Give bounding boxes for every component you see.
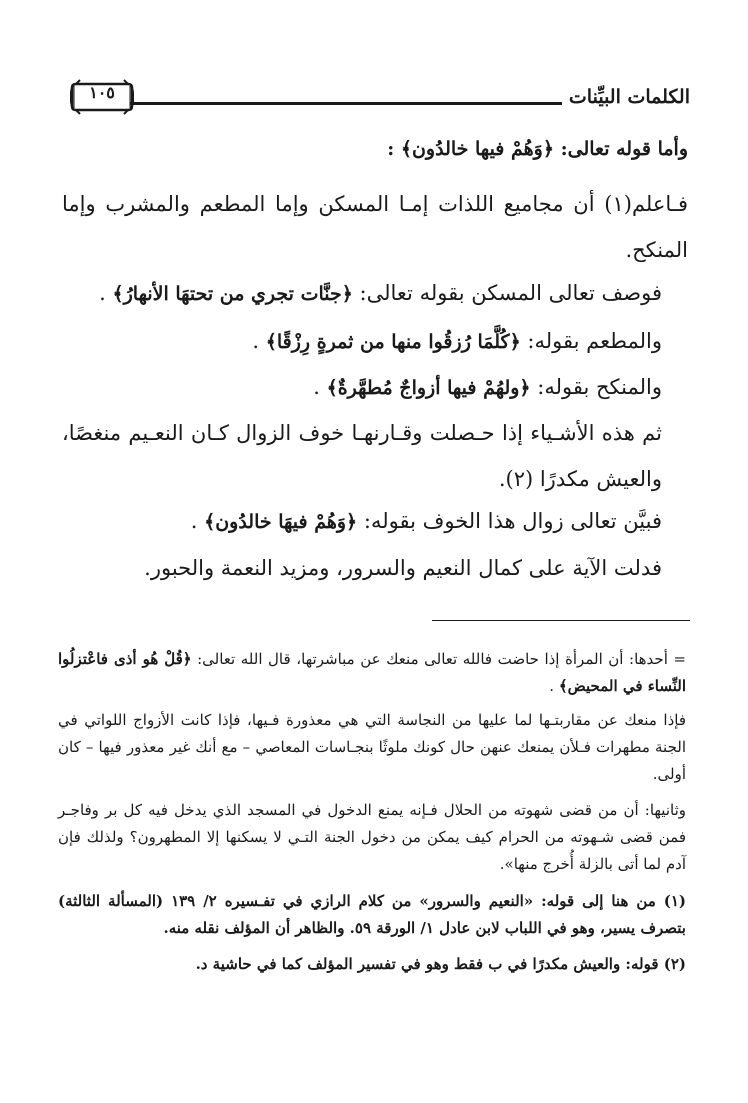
heading-quote: ﴿وَهُمْ فيها خالدُون﴾ [400,138,554,160]
paragraph-4 [62,364,688,411]
footnote-2: (٢) قوله: والعيش مكدرًا في ب فقط وهو في تفسير المؤلف كما في حاشية د. [195,955,686,973]
paragraph-6-quote: ﴿وَهُمْ فيهَا خالدُون﴾ [204,511,358,533]
paragraph-4-text: والمنكح بقوله: [537,375,662,399]
footnote-continuation-1 [58,646,686,700]
paragraph-6-end: . [190,509,198,533]
paragraph-3-end: . [252,329,260,353]
footnote-continuation-1-end: . [549,677,555,695]
heading-lead: وأما قوله تعالى: [560,138,688,160]
paragraph-2 [62,270,688,317]
paragraph-7: فدلت الآية على كمال النعيم والسرور، ومزيد النعمة والحبور. [144,556,662,580]
book-title: الكلمات البيِّنات [568,86,690,108]
footnote-continuation-1-text: = أحدها: أن المرأة إذا حاضت فالله تعالى منعك عن مباشرتها، قال الله تعالى: [197,650,686,668]
paragraph-4-quote: ﴿ولهُمْ فيها أزواجٌ مُطهَّرةٌ﴾ [326,377,531,399]
paragraph-5: ثم هذه الأشـياء إذا حـصلت وقـارنهـا خوف الزوال كـان النعـيم منغصًا، والعيش مكدرًا (٢). [62,421,662,491]
footnote-1: (١) من هنا إلى قوله: «النعيم والسرور» من كلام الرازي في تفـسيره ٢/ ١٣٩ (المسألة الثالثة) بتصرف يسير، وهو في اللباب لابن عادل ١/ الورقة ٥٩. والظاهر أن المؤلف نقله منه. [58,892,686,937]
page-number: ١٠٥ [89,83,115,102]
paragraph-2-quote: ﴿جنَّات تجري من تحتهَا الأنهارُ﴾ [112,283,353,305]
section-heading [62,138,688,160]
footnote-separator [432,620,690,621]
footnote-continuation-1-quote: ﴿قُلْ هُو أذى فاعْتزلُوا النِّساء في المحيض﴾ [58,650,686,695]
paragraph-1: فـاعلم(١) أن مجاميع اللذات إمـا المسكن وإما المطعم والمشرب وإما المنكح. [62,192,688,262]
running-header [70,78,690,118]
paragraph-4-end: . [313,375,320,399]
paragraph-2-text: فوصف تعالى المسكن بقوله تعالى: [359,281,662,305]
paragraph-3-text: والمطعم بقوله: [527,329,662,353]
header-rule [130,102,562,105]
footnote-continuation-2: فإذا منعك عن مقاربتـها لما عليها من النجاسة التي هي معذورة فـيها، فإذا كانت الأزواج اللواتي في الجنة مطهرات فـلأن يمنعك عنهن حال كونك ملوثًا بنجـاسات المعاصي – مع أنك غير معذور فيها – كان أولى. [58,711,686,783]
heading-tail: : [387,138,395,160]
paragraph-6-text: فبيَّن تعالى زوال هذا الخوف بقوله: [363,509,662,533]
paragraph-6 [62,498,688,545]
paragraph-2-end: . [99,281,106,305]
paragraph-3 [62,318,688,365]
page-number-badge [70,78,134,116]
paragraph-3-quote: ﴿كُلَّمَا رُزقُوا منها من ثمرةٍ رِزْقًا﴾ [265,331,521,353]
footnote-continuation-3: وثانيها: أن من قضى شهوته من الحلال فـإنه يمنع الدخول في المسجد الذي يدخل فيه كل بر وفاجـر فمن قضى شـهوته من الحرام كيف يمكن من دخول الجنة التـي لا يسكنها إلا المطهرون؟ ولذلك فإن آدم لما أتى بالزلة أُخرج منها». [58,801,686,873]
